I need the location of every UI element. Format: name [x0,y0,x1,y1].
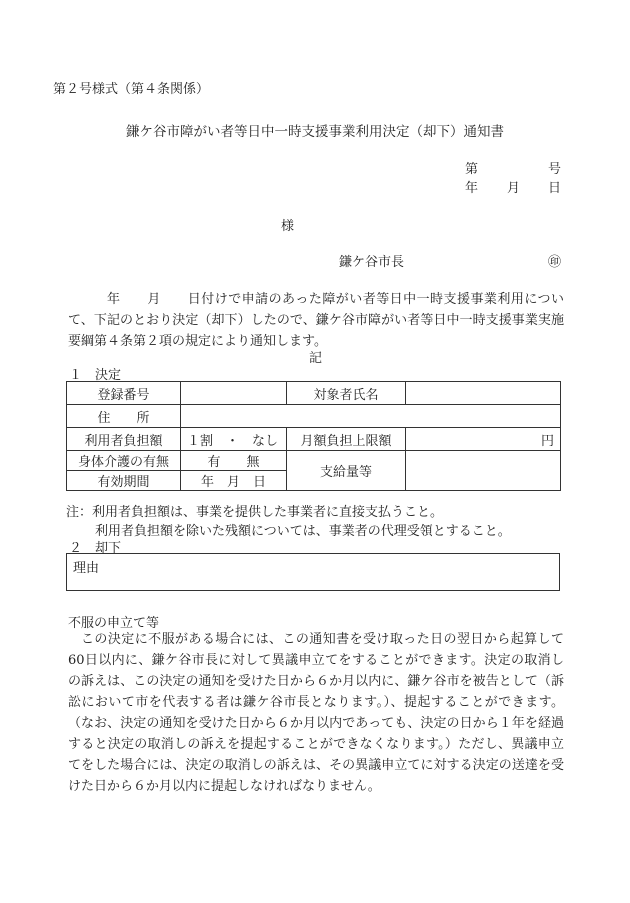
target-name-value [406,382,561,405]
monthly-cap-label: 月額負担上限額 [287,428,406,451]
addressee-suffix: 様 [281,219,295,234]
note-1: 注：利用者負担額は、事業を提供した事業者に直接支払うこと。 [66,505,444,520]
body-paragraph: 年 月 日付けで申請のあった障がい者等日中一時支援事業利用について、下記のとおり決定（却下）したので、鎌ケ谷市障がい者等日中一時支援事業実施要綱第４条第２項の規定により通知します。 [68,292,564,349]
doc-no-go: 号 [548,162,562,177]
date-year: 年 [465,181,479,196]
reg-no-value [181,382,287,405]
supply-label: 支給量等 [287,451,406,491]
address-value [181,405,561,428]
form-number: 第２号様式（第４条関係） [53,82,210,97]
note-2: 利用者負担額を除いた残額については、事業者の代理受領とすること。 [95,524,511,539]
decision-table [66,381,561,491]
section-1-heading: １ 決定 [69,368,122,383]
appeal-heading: 不服の申立て等 [68,616,160,631]
valid-value: 年 月 日 [181,471,287,491]
valid-label: 有効期間 [67,471,181,491]
care-value: 有 無 [181,451,287,471]
issuer-name: 鎌ケ谷市長 [339,255,405,270]
date-month: 月 [507,181,521,196]
appeal-text: この決定に不服がある場合には、この通知書を受け取った日の翌日から起算して60日以内に、鎌ケ谷市長に対して異議申立てをすることができます。決定の取消しの訴えは、この決定の通知を受けた日から６か月以内に、鎌ケ谷市を被告として（訴訟において市を代表する者は鎌ケ谷市長となります。）、提起することができます。（なお、決定の通知を受けた日から６か月以内であっても、決定の日から１年を経過すると決定の取消しの訴えを提起することができなくなります。）ただし、異議申立てをした場合には、決定の取消しの訴えは、その異議申立てに対する決定の送達を受けた日から６か月以内に提起しなければなりません。 [68,632,564,794]
reason-box [66,553,560,591]
care-label: 身体介護の有無 [67,451,181,471]
document-title: 鎌ケ谷市障がい者等日中一時支援事業利用決定（却下）通知書 [126,124,504,140]
reason-label: 理由 [73,561,100,576]
table-row [67,382,561,405]
supply-value [406,451,561,491]
ki-mark: 記 [309,351,323,366]
burden-value: １割 ・ なし [181,428,287,451]
burden-label: 利用者負担額 [67,428,181,451]
reg-no-label: 登録番号 [67,382,181,405]
date-day: 日 [548,181,562,196]
doc-no-dai: 第 [465,162,479,177]
address-label: 住 所 [67,405,181,428]
table-row [67,451,561,471]
target-name-label: 対象者氏名 [287,382,406,405]
monthly-cap-yen: 円 [406,428,561,451]
seal-mark: ㊞ [548,255,562,270]
table-row [67,405,561,428]
table-row [67,428,561,451]
section-2-heading: ２ 却下 [69,541,122,556]
